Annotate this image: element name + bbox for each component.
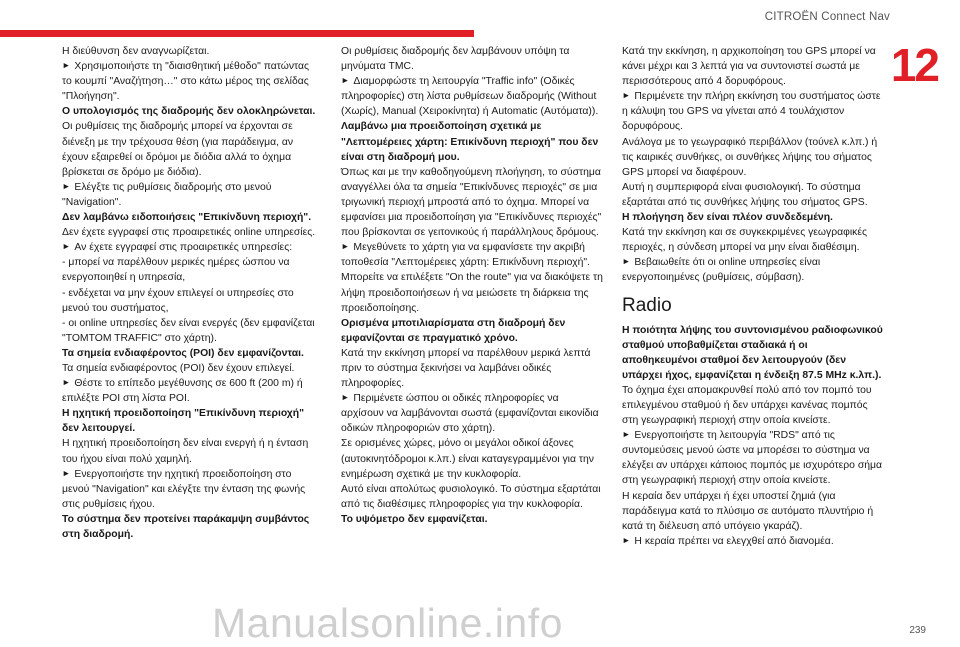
action-item: ► Ελέγξτε τις ρυθμίσεις διαδρομής στο μενού "Navigation". [62, 180, 316, 210]
action-item: ► Ενεργοποιήστε την ηχητική προειδοποίηση στο μενού "Navigation" και ελέγξτε την ένταση της φωνής στις ρυθμίσεις ήχου. [62, 467, 316, 512]
paragraph: Το όχημα έχει απομακρυνθεί πολύ από τον πομπό του επιλεγμένου σταθμού ή δεν υπάρχει κανένας πομπός στη γεωγραφική περιοχή στην οποία κινείστε. [622, 384, 872, 427]
paragraph: Οι ρυθμίσεις διαδρομής δεν λαμβάνουν υπόψη τα μηνύματα TMC. [341, 46, 570, 73]
action-item: ► Μεγεθύνετε το χάρτη για να εμφανίσετε την ακριβή τοποθεσία "Λεπτομέρειες χάρτη: Επικίνδυνη περιοχή". Μπορείτε να επιλέξετε "On the route" για να διακόψετε τη λήψη προειδοποιήσεων ή να μειώσετε τη διάρκεια της προειδοποίησης. [341, 240, 603, 315]
column-3 [622, 44, 884, 549]
header-accent-bar [0, 30, 474, 37]
paragraph: Σε ορισμένες χώρες, μόνο οι μεγάλοι οδικοί άξονες (αυτοκινητόδρομοι κ.λπ.) είναι καταγεγραμμένοι για την ενημέρωση σχετικά με την κυκλοφορία. [341, 438, 594, 480]
action-item: ► Περιμένετε ώσπου οι οδικές πληροφορίες να αρχίσουν να λαμβάνονται σωστά (εμφανίζονται εικονίδια οδικών πληροφοριών στο χάρτη). [341, 391, 603, 436]
action-item: ► Θέστε το επίπεδο μεγέθυνσης σε 600 ft (200 m) ή επιλέξτε POI στη λίστα POI. [62, 376, 316, 406]
question-heading: Δεν λαμβάνω ειδοποιήσεις "Επικίνδυνη περιοχή". [62, 212, 312, 224]
action-item: ► Περιμένετε την πλήρη εκκίνηση του συστήματος ώστε η κάλυψη του GPS να γίνεται από 4 τουλάχιστον δορυφόρους. [622, 89, 884, 134]
paragraph: Κατά την εκκίνηση μπορεί να παρέλθουν μερικά λεπτά πριν το σύστημα ξεκινήσει να λαμβάνει οδικές πληροφορίες. [341, 347, 591, 390]
paragraph: Αυτή η συμπεριφορά είναι φυσιολογική. Το σύστημα εξαρτάται από τις συνθήκες λήψης του σήματος GPS. [622, 181, 868, 208]
paragraph: Τα σημεία ενδιαφέροντος (POI) δεν έχουν επιλεγεί. [62, 362, 295, 374]
question-heading: Η πλοήγηση δεν είναι πλέον συνδεδεμένη. [622, 212, 833, 224]
paragraph: Αυτό είναι απολύτως φυσιολογικό. Το σύστημα εξαρτάται από τις διαθέσιμες πληροφορίες για την κυκλοφορία. [341, 483, 601, 510]
watermark: Manualsonline.info [212, 600, 563, 646]
action-item: ► Ενεργοποιήστε τη λειτουργία "RDS" από τις συντομεύσεις μενού ώστε να μπορέσει το σύστημα να ελέγξει αν υπάρχει κάποιος πομπός με ισχυρότερο σήμα στη γεωγραφική περιοχή στην οποία κινείστε. [622, 428, 884, 488]
question-heading: Λαμβάνω μια προειδοποίηση σχετικά με "Λεπτομέρειες χάρτη: Επικίνδυνη περιοχή" που δεν είναι στη διαδρομή μου. [341, 121, 599, 163]
question-heading: Η ποιότητα λήψης του συντονισμένου ραδιοφωνικού σταθμού υποβαθμίζεται σταδιακά ή οι αποθηκευμένοι σταθμοί δεν λειτουργούν (δεν υπάρχει ήχος, εμφανίζεται η ένδειξη 87.5 MHz κ.λπ.). [622, 324, 883, 381]
action-item: ► Η κεραία πρέπει να ελεγχθεί από διανομέα. [622, 534, 884, 549]
action-item: ► Χρησιμοποιήστε τη "διαισθητική μέθοδο" πατώντας το κουμπί "Αναζήτηση…" στο κάτω μέρος της σελίδας "Πλοήγηση". [62, 59, 316, 104]
page-number: 239 [909, 625, 926, 636]
paragraph: Η διεύθυνση δεν αναγνωρίζεται. [62, 46, 210, 57]
action-item: ► Βεβαιωθείτε ότι οι online υπηρεσίες είναι ενεργοποιημένες (ρυθμίσεις, σύμβαση). [622, 255, 884, 285]
column-1 [62, 44, 316, 542]
action-item: ► Αν έχετε εγγραφεί στις προαιρετικές υπηρεσίες: [62, 240, 316, 255]
paragraph: - οι online υπηρεσίες δεν είναι ενεργές (δεν εμφανίζεται "TOMTOM TRAFFIC" στο χάρτη). [62, 317, 315, 344]
paragraph: - μπορεί να παρέλθουν μερικές ημέρες ώσπου να ενεργοποιηθεί η υπηρεσία, [62, 257, 290, 284]
paragraph: Δεν έχετε εγγραφεί στις προαιρετικές online υπηρεσίες. [62, 227, 316, 239]
paragraph: Κατά την εκκίνηση, η αρχικοποίηση του GPS μπορεί να κάνει μέχρι και 3 λεπτά για να συντονιστεί σωστά με περισσότερους από 4 δορυφόρους. [622, 46, 876, 88]
chapter-number: 12 [890, 39, 938, 91]
question-heading: Ο υπολογισμός της διαδρομής δεν ολοκληρώνεται. [62, 106, 316, 118]
question-heading: Το σύστημα δεν προτείνει παράκαμψη συμβάντος στη διαδρομή. [62, 513, 310, 540]
paragraph: - ενδέχεται να μην έχουν επιλεγεί οι υπηρεσίες στο μενού του συστήματος, [62, 287, 294, 314]
section-heading: Radio [622, 294, 672, 316]
paragraph: Όπως και με την καθοδηγούμενη πλοήγηση, το σύστημα αναγγέλλει όλα τα σημεία "Επικίνδυνες περιοχές" σε μια τριγωνική περιοχή μπροστά από το όχημα. Μπορεί να εμφανίσει μια προειδοποίηση για "Επικίνδυνες περιοχές" που βρίσκονται σε γειτονικούς ή παράλληλους δρόμους. [341, 166, 602, 239]
column-2 [341, 44, 603, 527]
question-heading: Τα σημεία ενδιαφέροντος (POI) δεν εμφανίζονται. [62, 347, 304, 359]
paragraph: Ανάλογα με το γεωγραφικό περιβάλλον (τούνελ κ.λπ.) ή τις καιρικές συνθήκες, οι συνθήκες λήψης του σήματος GPS μπορεί να διαφέρουν. [622, 136, 878, 178]
paragraph: Η ηχητική προειδοποίηση δεν είναι ενεργή ή η ένταση του ήχου είναι πολύ χαμηλή. [62, 438, 309, 465]
header-title: CITROËN Connect Nav [764, 11, 890, 23]
paragraph: Οι ρυθμίσεις της διαδρομής μπορεί να έρχονται σε διένεξη με την τρέχουσα θέση (για παράδειγμα, αν έχουν εξαιρεθεί οι δρόμοι με διόδια αλλά το όχημα βρίσκεται σε δρόμο με διόδια). [62, 121, 294, 178]
question-heading: Η ηχητική προειδοποίηση "Επικίνδυνη περιοχή" δεν λειτουργεί. [62, 408, 305, 435]
paragraph: Η κεραία δεν υπάρχει ή έχει υποστεί ζημιά (για παράδειγμα κατά το πλύσιμο σε αυτόματο πλυντήριο ή κατά τη διέλευση από υπόγειο γκαράζ). [622, 490, 874, 532]
question-heading: Ορισμένα μποτιλιαρίσματα στη διαδρομή δεν εμφανίζονται σε πραγματικό χρόνο. [341, 317, 566, 344]
question-heading: Το υψόμετρο δεν εμφανίζεται. [341, 513, 488, 525]
action-item: ► Διαμορφώστε τη λειτουργία "Traffic info" (Οδικές πληροφορίες) στη λίστα ρυθμίσεων διαδρομής (Without (Χωρίς), Manual (Χειροκίνητα) ή Automatic (Αυτόματα)). [341, 74, 603, 119]
paragraph: Κατά την εκκίνηση και σε συγκεκριμένες γεωγραφικές περιοχές, η σύνδεση μπορεί να μην είναι διαθέσιμη. [622, 227, 868, 254]
